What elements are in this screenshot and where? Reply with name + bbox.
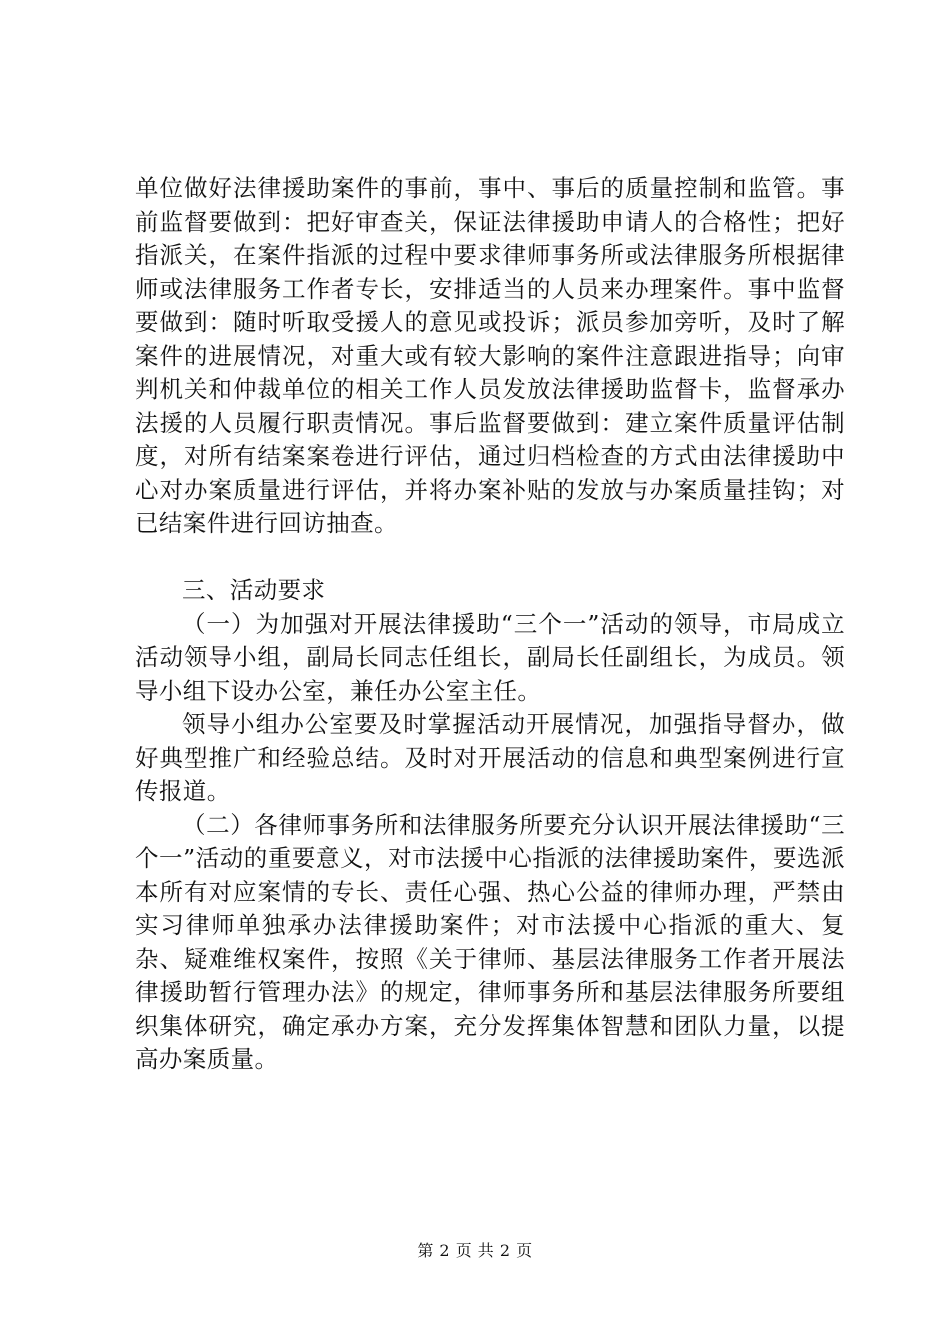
paragraph-leadership-group: （一）为加强对开展法律援助“三个一”活动的领导，市局成立活动领导小组，副局长同志任组长，副局长任副组长，为成员。领导小组下设办公室，兼任办公室主任。	[135, 609, 845, 705]
document-body	[135, 172, 845, 1077]
paragraph-supervision: 单位做好法律援助案件的事前，事中、事后的质量控制和监管。事前监督要做到：把好审查关，保证法律援助申请人的合格性；把好指派关，在案件指派的过程中要求律师事务所或法律服务所根据律师或法律服务工作者专长，安排适当的人员来办理案件。事中监督要做到：随时听取受援人的意见或投诉；派员参加旁听，及时了解案件的进展情况，对重大或有较大影响的案件注意跟进指导；向审判机关和仲裁单位的相关工作人员发放法律援助监督卡，监督承办法援的人员履行职责情况。事后监督要做到：建立案件质量评估制度，对所有结案案卷进行评估，通过归档检查的方式由法律援助中心对办案质量进行评估，并将办案补贴的发放与办案质量挂钩；对已结案件进行回访抽查。	[135, 174, 845, 537]
section-heading-activity-requirements: 三、活动要求	[182, 576, 326, 604]
page-footer: 第 2 页 共 2 页	[417, 1241, 533, 1260]
paragraph-office-duties: 领导小组办公室要及时掌握活动开展情况，加强指导督办，做好典型推广和经验总结。及时对开展活动的信息和典型案例进行宣传报道。	[135, 710, 845, 805]
paragraph-law-firm-requirements: （二）各律师事务所和法律服务所要充分认识开展法律援助“三个一”活动的重要意义，对市法援中心指派的法律援助案件，要选派本所有对应案情的专长、责任心强、热心公益的律师办理，严禁由实习律师单独承办法律援助案件；对市法援中心指派的重大、复杂、疑难维权案件，按照《关于律师、基层法律服务工作者开展法律援助暂行管理办法》的规定，律师事务所和基层法律服务所要组织集体研究，确定承办方案，充分发挥集体智慧和团队力量，以提高办案质量。	[135, 810, 845, 1073]
